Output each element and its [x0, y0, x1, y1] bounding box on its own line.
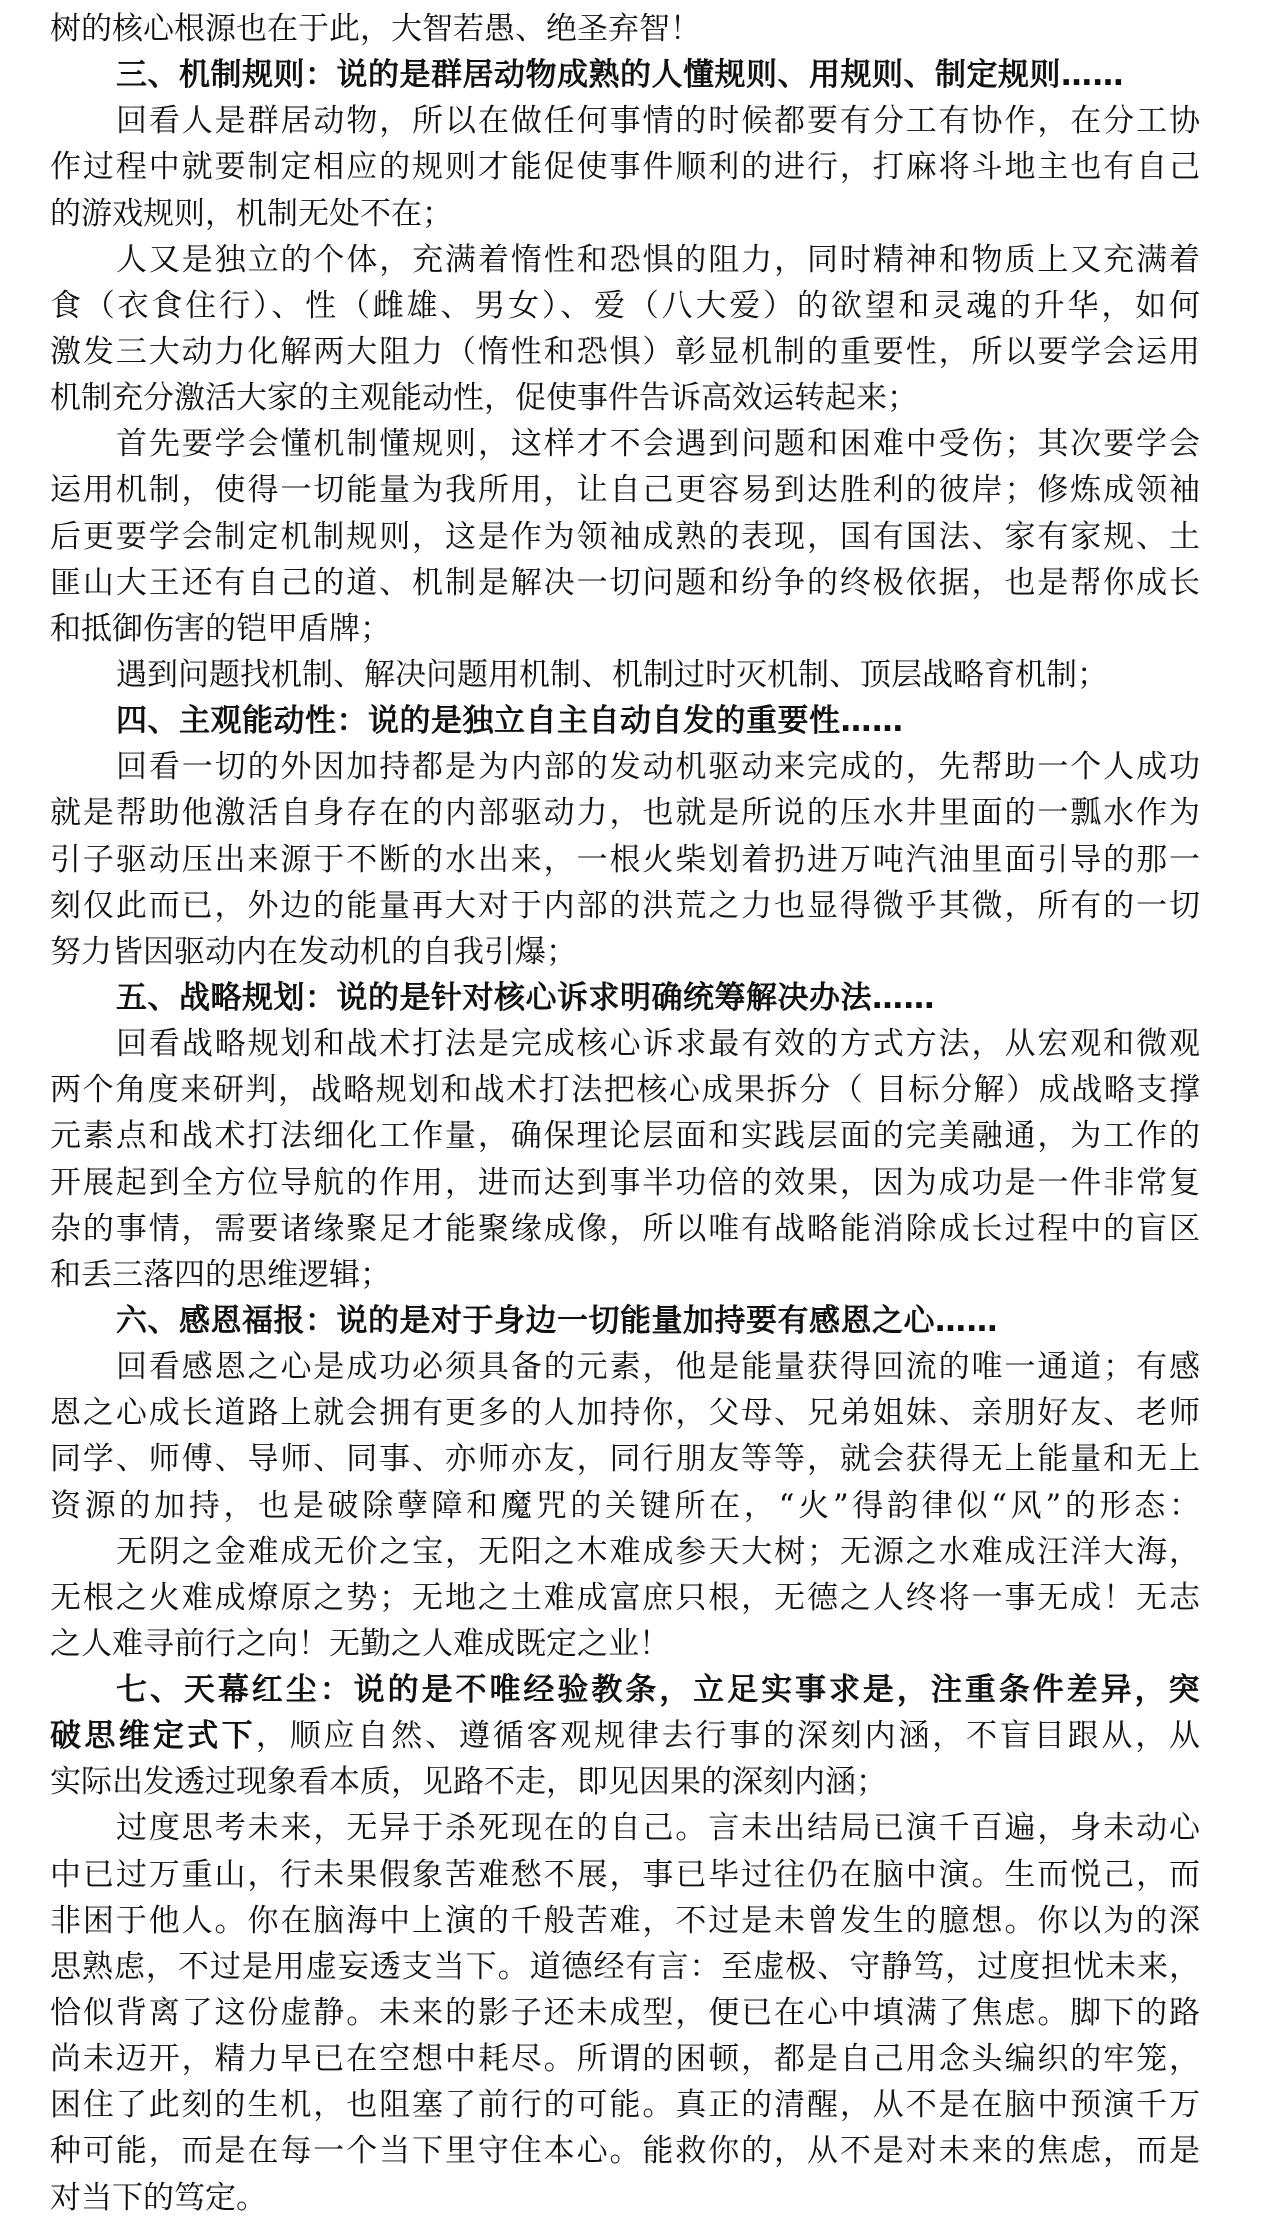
text-line: 对当下的笃定。	[50, 2179, 267, 2216]
text-line: 种可能，而是在每一个当下里守住本心。能救你的，从不是对未来的焦虑，而是	[50, 2133, 1200, 2170]
text-line: 机制充分激活大家的主观能动性，促使事件告诉高效运转起来；	[50, 380, 918, 417]
text-line: 和抵御伤害的铠甲盾牌；	[50, 610, 391, 647]
text-line: 遇到问题找机制、解决问题用机制、机制过时灭机制、顶层战略育机制；	[116, 656, 1108, 693]
text-line: 无阴之金难成无价之宝，无阳之木难成参天大树；无源之水难成汪洋大海，	[116, 1533, 1200, 1570]
paragraph	[50, 98, 1200, 236]
text-line: 资源的加持，也是破除孽障和魔咒的关键所在，“火”得韵律似“风”的形态：	[50, 1487, 1200, 1524]
section-heading	[50, 1298, 1200, 1344]
text-line: 激发三大动力化解两大阻力（惰性和恐惧）彰显机制的重要性，所以要学会运用	[50, 333, 1200, 370]
text-line: 刻仅此而已，外边的能量再大对于内部的洪荒之力也显得微乎其微，所有的一切	[50, 887, 1200, 924]
text-line: 困住了此刻的生机，也阻塞了前行的可能。真正的清醒，从不是在脑中预演千万	[50, 2087, 1200, 2124]
paragraph	[50, 744, 1200, 975]
text-line: 努力皆因驱动内在发动机的自我引爆；	[50, 933, 577, 970]
text-line: 回看一切的外因加持都是为内部的发动机驱动来完成的，先帮助一个人成功	[116, 749, 1200, 786]
text-line: 人又是独立的个体，充满着惰性和恐惧的阻力，同时精神和物质上又充满着	[116, 241, 1200, 278]
text-line: 中已过万重山，行未果假象苦难愁不展，事已毕过往仍在脑中演。生而悦己，而	[50, 1856, 1200, 1893]
paragraph	[50, 6, 1200, 52]
mixed-line	[50, 1667, 1200, 1713]
text-line: 引子驱动压出来源于不断的水出来，一根火柴划着扔进万吨汽油里面引导的那一	[50, 841, 1200, 878]
body-text: ，顺应自然、遵循客观规律去行事的深刻内涵，不盲目跟从，从	[255, 1718, 1201, 1755]
text-line: 开展起到全方位导航的作用，进而达到事半功倍的效果，因为成功是一件非常复	[50, 1164, 1200, 1201]
text-line: 元素点和战术打法细化工作量，确保理论层面和实践层面的完美融通，为工作的	[50, 1118, 1200, 1155]
mixed-line	[50, 1713, 1200, 1759]
text-line: 作过程中就要制定相应的规则才能促使事件顺利的进行，打麻将斗地主也有自己	[50, 149, 1200, 186]
text-line: 运用机制，使得一切能量为我所用，让自己更容易到达胜利的彼岸；修炼成领袖	[50, 472, 1200, 509]
text-line: 之人难寻前行之向！无勤之人难成既定之业！	[50, 1625, 670, 1662]
section-heading	[50, 975, 1200, 1021]
text-line: 回看人是群居动物，所以在做任何事情的时候都要有分工有协作，在分工协	[116, 103, 1200, 140]
paragraph	[50, 1805, 1200, 2220]
text-line: 无根之火难成燎原之势；无地之土难成富庶只根，无德之人终将一事无成！无志	[50, 1579, 1200, 1616]
heading-line: 四、主观能动性：说的是独立自主自动自发的重要性……	[116, 703, 904, 740]
heading-line: 三、机制规则：说的是群居动物成熟的人懂规则、用规则、制定规则……	[116, 57, 1124, 94]
text-line: 恩之心成长道路上就会拥有更多的人加持你，父母、兄弟姐妹、亲朋好友、老师	[50, 1395, 1200, 1432]
text-line: 后更要学会制定机制规则，这是作为领袖成熟的表现，国有国法、家有家规、土	[50, 518, 1200, 555]
text-line: 同学、师傅、导师、同事、亦师亦友，同行朋友等等，就会获得无上能量和无上	[50, 1441, 1200, 1478]
heading-line: 六、感恩福报：说的是对于身边一切能量加持要有感恩之心……	[116, 1302, 998, 1339]
mixed-line	[50, 1759, 1200, 1805]
text-line: 的游戏规则，机制无处不在；	[50, 195, 453, 232]
paragraph	[50, 652, 1200, 698]
text-line: 杂的事情，需要诸缘聚足才能聚缘成像，所以唯有战略能消除成长过程中的盲区	[50, 1210, 1200, 1247]
heading-text: 破思维定式下	[50, 1718, 256, 1755]
text-line: 树的核心根源也在于此，大智若愚、绝圣弃智！	[50, 11, 701, 47]
section-heading-with-text	[50, 1667, 1200, 1805]
text-line: 非困于他人。你在脑海中上演的千般苦难，不过是未曾发生的臆想。你以为的深	[50, 1902, 1200, 1939]
paragraph	[50, 421, 1200, 652]
text-line: 尚未迈开，精力早已在空想中耗尽。所谓的困顿，都是自己用念头编织的牢笼，	[50, 2041, 1200, 2078]
heading-text: 七、天幕红尘：说的是不唯经验教条，立足实事求是，注重条件差异，突	[116, 1672, 1200, 1709]
heading-line: 五、战略规划：说的是针对核心诉求明确统筹解决办法……	[116, 979, 935, 1016]
text-line: 思熟虑，不过是用虚妄透支当下。道德经有言：至虚极、守静笃，过度担忧未来，	[50, 1948, 1200, 1985]
text-line: 过度思考未来，无异于杀死现在的自己。言未出结局已演千百遍，身未动心	[116, 1810, 1200, 1847]
paragraph	[50, 1529, 1200, 1667]
section-heading	[50, 52, 1200, 98]
paragraph	[50, 237, 1200, 422]
text-line: 恰似背离了这份虚静。未来的影子还未成型，便已在心中填满了焦虑。脚下的路	[50, 1995, 1200, 2032]
paragraph	[50, 1021, 1200, 1298]
text-line: 两个角度来研判，战略规划和战术打法把核心成果拆分（ 目标分解）成战略支撑	[50, 1072, 1200, 1109]
text-line: 首先要学会懂机制懂规则，这样才不会遇到问题和困难中受伤；其次要学会	[116, 426, 1200, 463]
text-line: 回看战略规划和战术打法是完成核心诉求最有效的方式方法，从宏观和微观	[116, 1026, 1200, 1063]
text-line: 食（衣食住行）、性（雌雄、男女）、爱（八大爱）的欲望和灵魂的升华，如何	[50, 287, 1200, 324]
section-heading	[50, 698, 1200, 744]
text-line: 就是帮助他激活自身存在的内部驱动力，也就是所说的压水井里面的一瓢水作为	[50, 795, 1200, 832]
text-line: 和丢三落四的思维逻辑；	[50, 1256, 391, 1293]
body-text: 实际出发透过现象看本质，见路不走，即见因果的深刻内涵；	[50, 1764, 887, 1801]
text-line: 回看感恩之心是成功必须具备的元素，他是能量获得回流的唯一通道；有感	[116, 1349, 1200, 1386]
text-line: 匪山大王还有自己的道、机制是解决一切问题和纷争的终极依据，也是帮你成长	[50, 564, 1200, 601]
paragraph	[50, 1344, 1200, 1529]
